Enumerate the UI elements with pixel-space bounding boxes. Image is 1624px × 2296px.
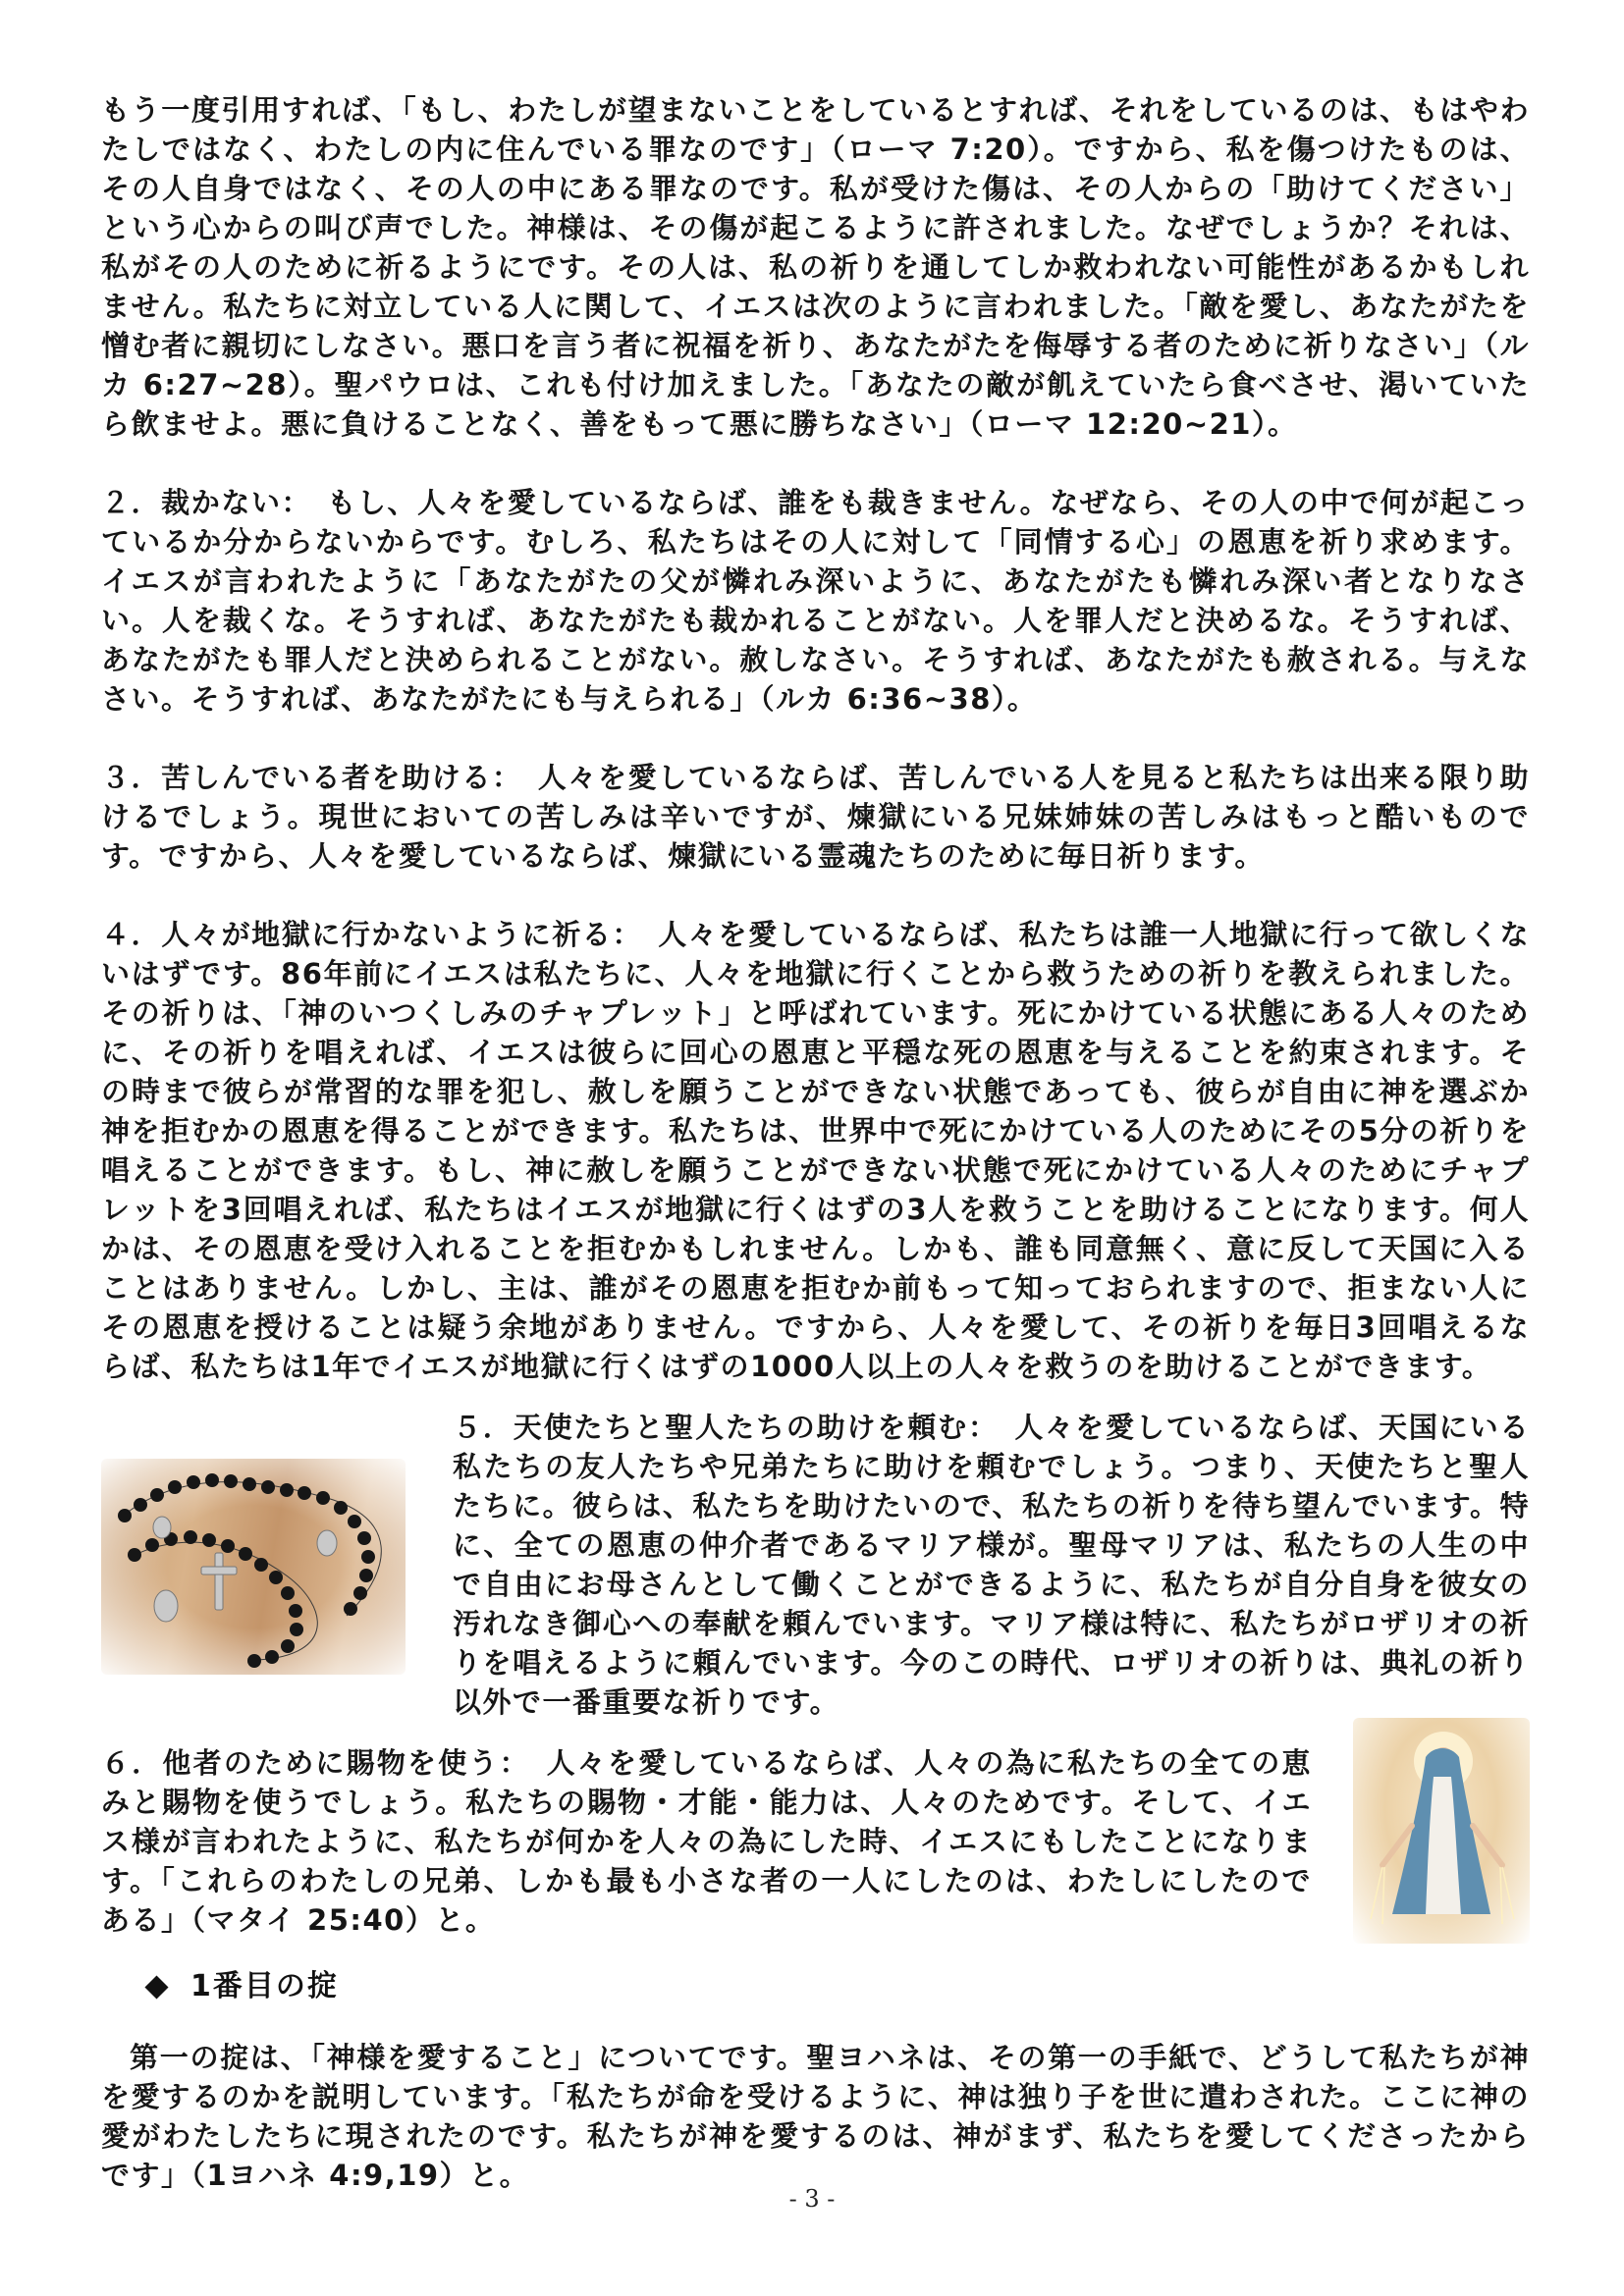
section-5 (101, 1408, 1530, 1722)
paragraph-5-ask-saints: ５．天使たちと聖人たちの助けを頼む： 人々を愛しているならば、天国にいる私たちの友人たちや兄弟たちに助けを頼むでしょう。つまり、天使たちと聖人たちに。彼らは、私たちを助けたいので、私たちの祈りを待ち望んでいます。特に、全ての恩恵の仲介者であるマリア様が。聖母マリアは、私たちの人生の中で自由にお母さんとして働くことができるように、私たちが自分自身を彼女の汚れなき御心への奉献を頼んでいます。マリア様は特に、私たちがロザリオの祈りを唱えるように頼んでいます。今のこの時代、ロザリオの祈りは、典礼の祈り以外で一番重要な祈りです。 (453, 1411, 1530, 1719)
paragraph-4-pray-for-souls: ４．人々が地獄に行かないように祈る： 人々を愛しているならば、私たちは誰一人地獄に行って欲しくないはずです。86年前にイエスは私たちに、人々を地獄に行くことから救うための祈りを教えられました。その祈りは、「神のいつくしみのチャプレット」と呼ばれています。死にかけている状態にある人々のために、その祈りを唱えれば、イエスは彼らに回心の恩恵と平穏な死の恩恵を与えることを約束されます。その時まで彼らが常習的な罪を犯し、赦しを願うことができない状態であっても、彼らが自由に神を選ぶか神を拒むかの恩恵を得ることができます。私たちは、世界中で死にかけている人のためにその5分の祈りを唱えることができます。もし、神に赦しを願うことができない状態で死にかけている人々のためにチャプレットを3回唱えれば、私たちはイエスが地獄に行くはずの3人を救うことを助けることになります。何人かは、その恩恵を受け入れることを拒むかもしれません。しかも、誰も同意無く、意に反して天国に入ることはありません。しかし、主は、誰がその恩恵を拒むか前もって知っておられますので、拒まない人にその恩恵を授けることは疑う余地がありません。ですから、人々を愛して、その祈りを毎日3回唱えるならば、私たちは1年でイエスが地獄に行くはずの1000人以上の人々を救うのを助けることができます。 (101, 918, 1530, 1383)
rosary-image (101, 1459, 406, 1675)
page-number: - 3 - (788, 2185, 836, 2213)
paragraph-intro: もう一度引用すれば、「もし、わたしが望まないことをしているとすれば、それをしているのは、もはやわたしではなく、わたしの内に住んでいる罪なのです」（ローマ 7:20）。ですから、私を傷つけたものは、その人自身ではなく、その人の中にある罪なのです。私が受けた傷は、その人からの「助けてください」という心からの叫び声でした。神様は、その傷が起こるように許されました。なぜでしょうか？それは、私がその人のために祈るようにです。その人は、私の祈りを通してしか救われない可能性があるかもしれません。私たちに対立している人に関して、イエスは次のように言われました。「敵を愛し、あなたがたを憎む者に親切にしなさい。悪口を言う者に祝福を祈り、あなたがたを侮辱する者のために祈りなさい」（ルカ 6:27~28）。聖パウロは、これも付け加えました。「あなたの敵が飢えていたら食べさせ、渇いていたら飲ませよ。悪に負けることなく、善をもって悪に勝ちなさい」（ローマ 12:20~21）。 (101, 93, 1530, 441)
paragraph-3-help-suffering: ３．苦しんでいる者を助ける： 人々を愛しているならば、苦しんでいる人を見ると私たちは出来る限り助けるでしょう。現世においての苦しみは辛いですが、煉獄にいる兄妹姉妹の苦しみはもっと酷いものです。ですから、人々を愛しているならば、煉獄にいる霊魂たちのために毎日祈ります。 (101, 761, 1530, 873)
rosary-icon (101, 1459, 406, 1675)
paragraph-2-do-not-judge: ２．裁かない： もし、人々を愛しているならば、誰をも裁きません。なぜなら、その人の中で何が起こっているか分からないからです。むしろ、私たちはその人に対して「同情する心」の恩恵を祈り求めます。イエスが言われたように「あなたがたの父が憐れみ深いように、あなたがたも憐れみ深い者となりなさい。人を裁くな。そうすれば、あなたがたも裁かれることがない。人を罪人だと決めるな。そうすれば、あなたがたも罪人だと決められることがない。赦しなさい。そうすれば、あなたがたも赦される。与えなさい。そうすれば、あなたがたにも与えられる」（ルカ 6:36~38）。 (101, 486, 1530, 716)
paragraph-7-first-commandment: 第一の掟は、「神様を愛すること」についてです。聖ヨハネは、その第一の手紙で、どうして私たちが神を愛するのかを説明しています。「私たちが命を受けるように、神は独り子を世に遣わされた。ここに神の愛がわたしたちに現されたのです。私たちが神を愛するのは、神がまず、私たちを愛してくださったからです」（1ヨハネ 4:9,19）と。 (101, 2041, 1530, 2192)
section-6 (101, 1743, 1530, 1944)
section-heading (142, 1965, 1530, 2008)
heading-text: 1番目の掟 (190, 1969, 339, 2003)
diamond-bullet-icon (144, 1975, 168, 1999)
virgin-mary-image (1353, 1718, 1530, 1944)
virgin-mary-icon (1353, 1718, 1530, 1944)
document-page (101, 90, 1530, 2195)
paragraph-6-use-gifts: ６．他者のために賜物を使う： 人々を愛しているならば、人々の為に私たちの全ての恵みと賜物を使うでしょう。私たちの賜物・才能・能力は、人々のためです。そして、イエス様が言われたように、私たちが何かを人々の為にした時、イエスにもしたことになります。「これらのわたしの兄弟、しかも最も小さな者の一人にしたのは、わたしにしたのである」（マタイ 25:40）と。 (101, 1746, 1312, 1937)
